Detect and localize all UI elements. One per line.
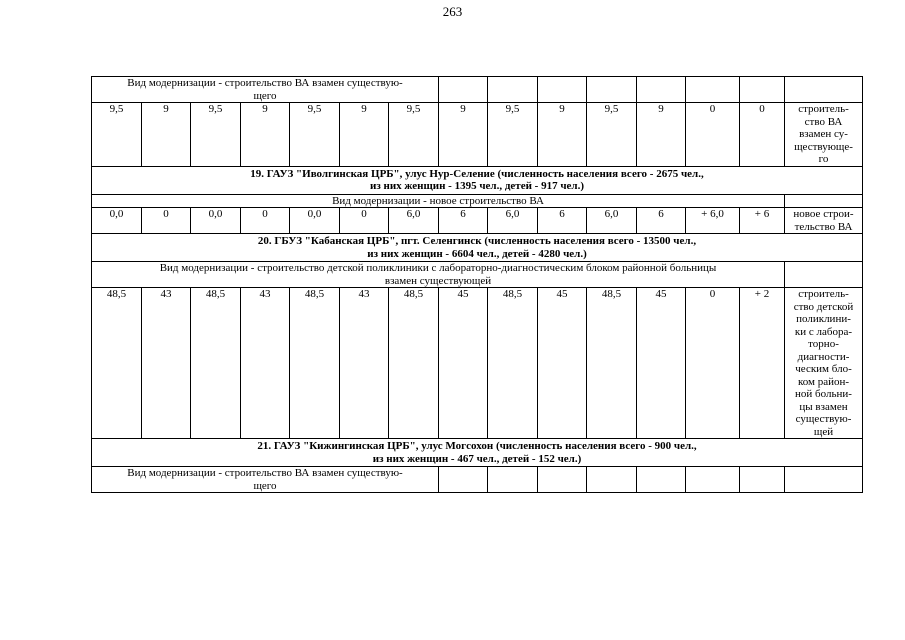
modernization-type-cell <box>92 262 785 288</box>
note-line: строитель- <box>798 103 849 115</box>
value-cell: 9,5 <box>92 103 142 167</box>
value-cell: 48,5 <box>389 288 439 439</box>
section-heading-line: из них женщин - 467 чел., детей - 152 чел.) <box>372 452 582 465</box>
page-number: 263 <box>442 4 463 19</box>
note-cell <box>785 288 863 439</box>
empty-cell <box>686 467 740 493</box>
value-cell: 9,5 <box>191 103 241 167</box>
value-cell: 45 <box>538 288 587 439</box>
value-cell: 9 <box>142 103 191 167</box>
value-cell: + 6,0 <box>686 208 740 234</box>
value-cell: 9 <box>439 103 488 167</box>
table-row <box>92 208 863 234</box>
value-cell: 6,0 <box>389 208 439 234</box>
value-cell: 9 <box>340 103 389 167</box>
table-row <box>92 467 863 493</box>
modernization-type-cell <box>92 194 785 208</box>
note-line: ной больни- <box>795 388 852 400</box>
note-line: ществующе- <box>794 140 853 153</box>
modernization-table <box>91 76 863 493</box>
value-cell: 9,5 <box>587 103 637 167</box>
empty-cell <box>740 467 785 493</box>
table-row <box>92 194 863 208</box>
value-cell: + 2 <box>740 288 785 439</box>
modernization-type-cell <box>92 77 439 103</box>
value-cell: 48,5 <box>191 288 241 439</box>
empty-cell <box>488 77 538 103</box>
modernization-type-line: щего <box>253 89 277 102</box>
section-heading-line: 19. ГАУЗ "Иволгинская ЦРБ", улус Нур-Селение (численность населения всего - 2675 чел., <box>250 167 704 180</box>
value-cell: 0,0 <box>290 208 340 234</box>
table-row <box>92 103 863 167</box>
value-cell: 43 <box>142 288 191 439</box>
modernization-type-line: Вид модернизации - новое строительство ВА <box>332 194 544 207</box>
note-line: ком район- <box>797 375 850 388</box>
modernization-type-line: Вид модернизации - строительство детской поликлиники с лабораторно-диагностическим блоком районной больницы <box>159 262 717 274</box>
note-line: ки с лабора- <box>794 325 853 338</box>
empty-cell <box>439 77 488 103</box>
note-line: ство ВА <box>804 115 843 128</box>
note-line: диагности- <box>797 350 850 363</box>
note-line: взамен су- <box>799 128 848 140</box>
value-cell: 45 <box>637 288 686 439</box>
note-line: торно- <box>808 338 839 350</box>
value-cell: 9 <box>538 103 587 167</box>
note-line: новое строи- <box>793 208 854 220</box>
modernization-type-cell <box>92 467 439 493</box>
empty-cell <box>785 467 863 493</box>
section-heading-line: 20. ГБУЗ "Кабанская ЦРБ", пгт. Селенгинск (численность населения всего - 13500 чел., <box>257 235 697 247</box>
value-cell: 0 <box>686 288 740 439</box>
empty-cell <box>740 77 785 103</box>
table-row <box>92 234 863 262</box>
value-cell: 6 <box>538 208 587 234</box>
modernization-type-line: Вид модернизации - строительство ВА взамен существую- <box>127 77 403 89</box>
note-cell <box>785 208 863 234</box>
value-cell: 0 <box>740 103 785 167</box>
section-heading-line: из них женщин - 6604 чел., детей - 4280 чел.) <box>367 247 587 260</box>
empty-cell <box>637 77 686 103</box>
empty-cell <box>785 262 863 288</box>
table-row <box>92 166 863 194</box>
value-cell: 48,5 <box>488 288 538 439</box>
modernization-type-line: взамен существующей <box>384 274 492 287</box>
empty-cell <box>587 467 637 493</box>
section-heading-cell <box>92 439 863 467</box>
empty-cell <box>785 194 863 208</box>
section-heading-line: из них женщин - 1395 чел., детей - 917 чел.) <box>369 180 585 192</box>
value-cell: 0 <box>241 208 290 234</box>
empty-cell <box>587 77 637 103</box>
value-cell: 6,0 <box>488 208 538 234</box>
note-line: строитель- <box>798 288 849 300</box>
value-cell: 43 <box>340 288 389 439</box>
modernization-type-line: Вид модернизации - строительство ВА взамен существую- <box>127 467 403 479</box>
note-line: существую- <box>795 413 852 425</box>
value-cell: 48,5 <box>587 288 637 439</box>
note-line: цы взамен <box>799 400 848 413</box>
value-cell: 45 <box>439 288 488 439</box>
value-cell: 0,0 <box>92 208 142 234</box>
value-cell: 9,5 <box>389 103 439 167</box>
value-cell: 6,0 <box>587 208 637 234</box>
value-cell: 9,5 <box>488 103 538 167</box>
note-line: ческим бло- <box>795 363 852 375</box>
note-line: поликлини- <box>796 313 851 325</box>
value-cell: 48,5 <box>290 288 340 439</box>
note-cell <box>785 103 863 167</box>
value-cell: 0 <box>142 208 191 234</box>
value-cell: 48,5 <box>92 288 142 439</box>
empty-cell <box>538 77 587 103</box>
value-cell: 9 <box>637 103 686 167</box>
note-line: го <box>818 153 829 165</box>
value-cell: 9 <box>241 103 290 167</box>
empty-cell <box>538 467 587 493</box>
value-cell: 0 <box>340 208 389 234</box>
note-line: ство детской <box>793 300 854 313</box>
empty-cell <box>488 467 538 493</box>
note-line: щей <box>813 425 834 438</box>
section-heading-cell <box>92 166 863 194</box>
value-cell: + 6 <box>740 208 785 234</box>
value-cell: 0,0 <box>191 208 241 234</box>
value-cell: 43 <box>241 288 290 439</box>
empty-cell <box>637 467 686 493</box>
table-row <box>92 439 863 467</box>
value-cell: 6 <box>637 208 686 234</box>
empty-cell <box>785 77 863 103</box>
note-line: тельство ВА <box>794 220 853 233</box>
section-heading-line: 21. ГАУЗ "Кижингинская ЦРБ", улус Могсохон (численность населения всего - 900 чел., <box>257 440 697 452</box>
table-row <box>92 262 863 288</box>
empty-cell <box>439 467 488 493</box>
value-cell: 0 <box>686 103 740 167</box>
value-cell: 6 <box>439 208 488 234</box>
value-cell: 9,5 <box>290 103 340 167</box>
modernization-type-line: щего <box>253 479 277 492</box>
section-heading-cell <box>92 234 863 262</box>
table-row <box>92 77 863 103</box>
empty-cell <box>686 77 740 103</box>
table-row <box>92 288 863 439</box>
